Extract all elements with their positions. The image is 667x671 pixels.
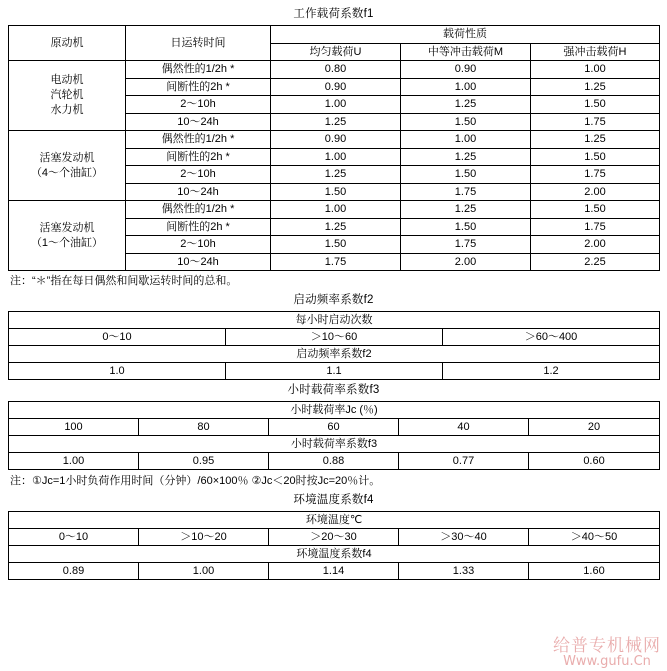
range-cell: ＞40～50: [529, 529, 660, 546]
table-row: [9, 312, 660, 329]
value-h: 2.00: [531, 183, 660, 201]
runtime-cell: 偶然性的1/2h *: [126, 201, 271, 219]
header-load-nature: 载荷性质: [271, 26, 660, 44]
table-row: [9, 61, 660, 79]
table-row: [9, 529, 660, 546]
header-f2-value: 启动频率系数f2: [9, 346, 660, 363]
table-row: [9, 363, 660, 380]
watermark: [553, 637, 661, 669]
value-u: 0.90: [271, 131, 401, 149]
header-starts-per-hour: 每小时启动次数: [9, 312, 660, 329]
table3-caption-text: 小时载荷率系数f3: [287, 384, 380, 396]
range-cell: 100: [9, 419, 139, 436]
group-name-line: 活塞发动机: [39, 151, 95, 164]
value-m: 1.75: [401, 236, 531, 254]
range-cell: 40: [399, 419, 529, 436]
header-load-h: 强冲击载荷H: [531, 43, 660, 61]
range-cell: 60: [269, 419, 399, 436]
runtime-cell: 10～24h: [126, 113, 271, 131]
value-cell: 1.1: [226, 363, 443, 380]
header-daily-runtime: 日运转时间: [126, 26, 271, 61]
value-u: 0.80: [271, 61, 401, 79]
header-load-m: 中等冲击载荷M: [401, 43, 531, 61]
value-u: 1.25: [271, 166, 401, 184]
header-f4-value: 环境温度系数f4: [9, 546, 660, 563]
value-m: 1.50: [401, 166, 531, 184]
range-cell: 0～10: [9, 329, 226, 346]
table-row: [9, 329, 660, 346]
watermark-site-name: 给普专机械网: [553, 636, 661, 656]
table4-caption-text: 环境温度系数f4: [293, 494, 374, 506]
value-cell: 1.14: [269, 563, 399, 580]
header-f3-value: 小时载荷率系数f3: [9, 436, 660, 453]
value-cell: 0.88: [269, 453, 399, 470]
range-cell: ＞30～40: [399, 529, 529, 546]
value-cell: 1.60: [529, 563, 660, 580]
value-m: 1.00: [401, 131, 531, 149]
table-row: [9, 436, 660, 453]
range-cell: ＞20～30: [269, 529, 399, 546]
value-m: 2.00: [401, 253, 531, 271]
table1-caption-text: 工作载荷系数f1: [293, 8, 374, 20]
group-name-cell: [9, 61, 126, 131]
range-cell: 0～10: [9, 529, 139, 546]
value-h: 1.75: [531, 166, 660, 184]
group-name-line: 活塞发动机: [39, 221, 95, 234]
value-h: 1.50: [531, 201, 660, 219]
value-m: 1.75: [401, 183, 531, 201]
watermark-url: Www.gufu.Cn: [563, 654, 651, 669]
value-cell: 0.89: [9, 563, 139, 580]
value-u: 1.75: [271, 253, 401, 271]
value-h: 1.00: [531, 61, 660, 79]
runtime-cell: 2～10h: [126, 166, 271, 184]
value-cell: 1.00: [139, 563, 269, 580]
table1-note: 注：“＊”指在每日偶然和间歇运转时间的总和。: [10, 275, 238, 287]
value-m: 1.25: [401, 96, 531, 114]
table-row: [9, 563, 660, 580]
range-cell: ＞10～20: [139, 529, 269, 546]
range-cell: ＞60～400: [443, 329, 660, 346]
header-prime-mover: 原动机: [9, 26, 126, 61]
group-name-cell: [9, 201, 126, 271]
runtime-cell: 间断性的2h *: [126, 148, 271, 166]
value-m: 1.00: [401, 78, 531, 96]
value-h: 2.25: [531, 253, 660, 271]
value-h: 1.25: [531, 131, 660, 149]
runtime-cell: 10～24h: [126, 183, 271, 201]
header-hourly-load-rate: 小时载荷率Jc (％): [9, 402, 660, 419]
range-cell: ＞10～60: [226, 329, 443, 346]
table-row: [9, 346, 660, 363]
runtime-cell: 2～10h: [126, 236, 271, 254]
value-cell: 1.33: [399, 563, 529, 580]
value-cell: 0.60: [529, 453, 660, 470]
ambient-temperature-factor-table: [8, 511, 660, 580]
value-h: 2.00: [531, 236, 660, 254]
table1-caption: [8, 6, 659, 22]
value-h: 1.25: [531, 78, 660, 96]
value-cell: 1.00: [9, 453, 139, 470]
range-cell: 80: [139, 419, 269, 436]
value-cell: 1.2: [443, 363, 660, 380]
table-row: [9, 419, 660, 436]
group-name-line: 水力机: [50, 104, 84, 116]
table4-caption: [8, 492, 659, 508]
value-h: 1.75: [531, 113, 660, 131]
group-name-line: 电动机: [50, 74, 84, 86]
value-h: 1.50: [531, 148, 660, 166]
value-m: 1.25: [401, 201, 531, 219]
runtime-cell: 间断性的2h *: [126, 78, 271, 96]
range-cell: 20: [529, 419, 660, 436]
table2-caption: [8, 292, 659, 308]
value-m: 0.90: [401, 61, 531, 79]
header-ambient-temperature: 环境温度℃: [9, 512, 660, 529]
value-u: 1.00: [271, 201, 401, 219]
value-m: 1.50: [401, 218, 531, 236]
table-row: [9, 512, 660, 529]
table2-caption-text: 启动频率系数f2: [293, 294, 374, 306]
table3-note: 注：①Jc=1小时负荷作用时间（分钟）/60×100％ ②Jc＜20时按Jc=20％计。: [10, 475, 381, 487]
table-row: [9, 201, 660, 219]
runtime-cell: 2～10h: [126, 96, 271, 114]
group-name-line: （1～个油缸）: [30, 236, 104, 249]
value-h: 1.75: [531, 218, 660, 236]
value-u: 1.25: [271, 218, 401, 236]
value-u: 1.50: [271, 236, 401, 254]
runtime-cell: 间断性的2h *: [126, 218, 271, 236]
runtime-cell: 偶然性的1/2h *: [126, 61, 271, 79]
value-cell: 0.95: [139, 453, 269, 470]
table-row: [9, 131, 660, 149]
value-u: 1.00: [271, 96, 401, 114]
value-m: 1.50: [401, 113, 531, 131]
runtime-cell: 10～24h: [126, 253, 271, 271]
group-name-cell: [9, 131, 126, 201]
table3-caption: [8, 382, 659, 398]
table-row: [9, 402, 660, 419]
value-cell: 1.0: [9, 363, 226, 380]
work-load-factor-table: [8, 25, 660, 271]
group-name-line: 汽轮机: [50, 89, 84, 101]
value-u: 0.90: [271, 78, 401, 96]
table-row: [9, 453, 660, 470]
start-frequency-factor-table: [8, 311, 660, 380]
value-cell: 0.77: [399, 453, 529, 470]
table-row: [9, 26, 660, 44]
group-name-line: （4～个油缸）: [30, 166, 104, 179]
header-load-u: 均匀载荷U: [271, 43, 401, 61]
value-u: 1.25: [271, 113, 401, 131]
value-u: 1.50: [271, 183, 401, 201]
value-u: 1.00: [271, 148, 401, 166]
value-h: 1.50: [531, 96, 660, 114]
runtime-cell: 偶然性的1/2h *: [126, 131, 271, 149]
hourly-load-rate-factor-table: [8, 401, 660, 470]
table-row: [9, 546, 660, 563]
value-m: 1.25: [401, 148, 531, 166]
